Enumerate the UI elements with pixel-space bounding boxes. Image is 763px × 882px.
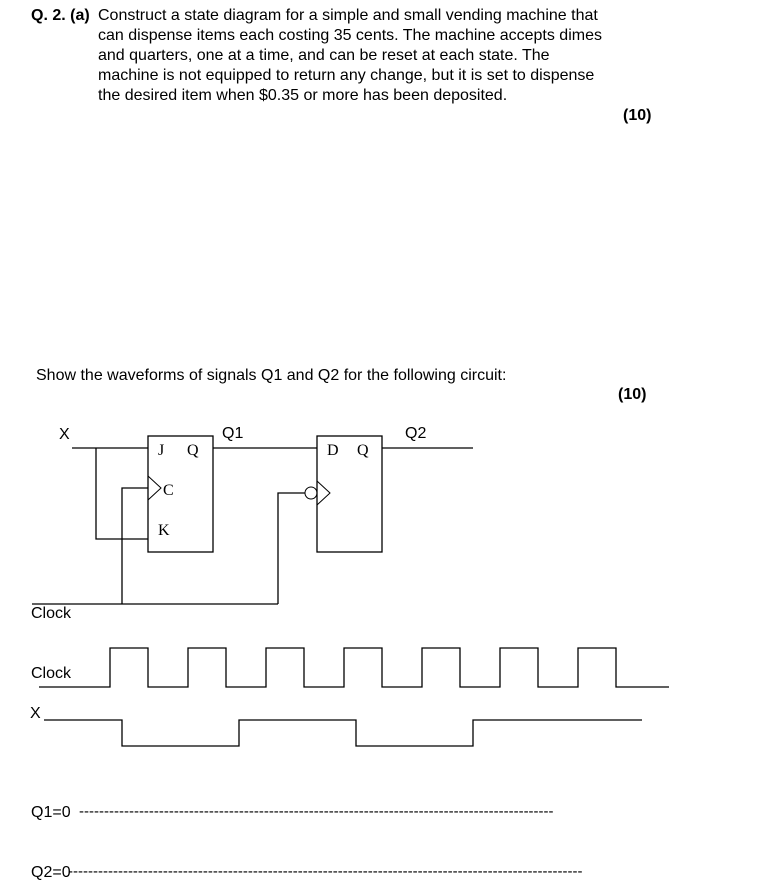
clock-to-jk-wire xyxy=(122,488,148,604)
jk-pin-c: C xyxy=(163,482,174,499)
question-a-line: machine is not equipped to return any change, but it is set to dispense xyxy=(98,67,595,84)
d-clock-triangle-icon xyxy=(317,481,330,505)
q1-initial-label: Q1=0 xyxy=(31,804,71,821)
inverter-bubble-icon xyxy=(305,487,317,499)
x-timing-label: X xyxy=(30,705,41,722)
question-a-line: Construct a state diagram for a simple and small vending machine that xyxy=(98,7,598,24)
q2-output-label: Q2 xyxy=(405,425,427,442)
question-a-line: can dispense items each costing 35 cents. The machine accepts dimes xyxy=(98,27,602,44)
jk-clock-triangle-icon xyxy=(148,476,161,500)
clock-circuit-label: Clock xyxy=(31,605,72,622)
question-b-instruction: Show the waveforms of signals Q1 and Q2 for the following circuit: xyxy=(36,367,507,384)
x-waveform xyxy=(44,720,642,746)
d-pin-d: D xyxy=(327,442,339,459)
q2-initial-label: Q2=0 xyxy=(31,864,71,881)
d-pin-q: Q xyxy=(357,442,369,459)
x-input-label: X xyxy=(59,426,70,443)
question-a-label: Q. 2. (a) xyxy=(31,7,90,24)
question-a-marks: (10) xyxy=(623,107,652,124)
q2-answer-line: ------------------------------------------------------------------------------------------------------- xyxy=(68,863,583,880)
jk-pin-q: Q xyxy=(187,442,199,459)
question-a-line: the desired item when $0.35 or more has been deposited. xyxy=(98,87,508,104)
question-b-marks: (10) xyxy=(618,386,647,403)
jk-pin-j: J xyxy=(158,442,165,459)
question-a-line: and quarters, one at a time, and can be reset at each state. The xyxy=(98,47,550,64)
clock-to-d-wire xyxy=(278,493,305,604)
clock-waveform xyxy=(39,648,669,687)
clock-timing-label: Clock xyxy=(31,665,72,682)
q1-answer-line: ----------------------------------------------------------------------------------------------- xyxy=(79,803,554,820)
jk-pin-k: K xyxy=(158,522,170,539)
q1-output-label: Q1 xyxy=(222,425,244,442)
